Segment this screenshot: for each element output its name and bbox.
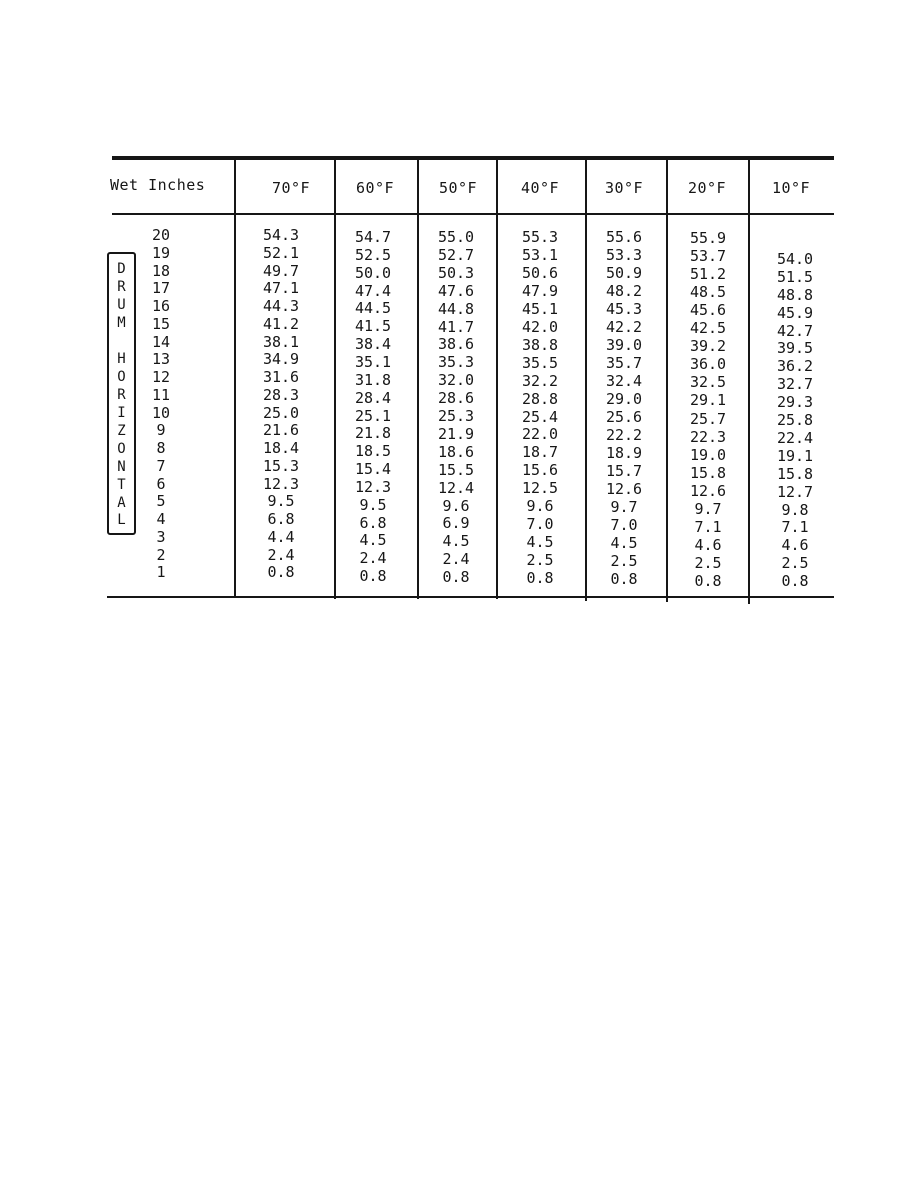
- table-cell: 21.6: [262, 421, 300, 440]
- table-cell: 2.5: [610, 552, 638, 570]
- table-cell: 42.2: [605, 318, 643, 336]
- table-cell: 47.4: [354, 281, 392, 300]
- table-cell: 35.1: [354, 352, 392, 371]
- wet-inches-cell: 16: [151, 297, 171, 315]
- table-cell: 48.8: [776, 285, 814, 304]
- table-cell: 4.6: [781, 536, 809, 555]
- table-cell: 0.8: [359, 567, 387, 586]
- column-divider: [585, 159, 587, 601]
- table-cell: 21.9: [437, 424, 475, 443]
- table-cell: 42.7: [776, 321, 814, 340]
- column-divider: [334, 159, 336, 599]
- wet-inches-cell: 5: [156, 492, 166, 511]
- table-cell: 53.3: [605, 246, 643, 264]
- side-label-letter: R: [117, 387, 126, 403]
- side-label-letter: R: [117, 279, 126, 295]
- table-cell: 22.3: [689, 427, 727, 446]
- table-cell: 12.6: [689, 481, 727, 500]
- table-cell: 29.3: [776, 393, 814, 412]
- table-cell: 50.6: [521, 263, 559, 282]
- table-cell: 18.7: [521, 443, 559, 462]
- wet-inches-cell: 12: [151, 368, 171, 386]
- wet-inches-cell: 15: [151, 314, 171, 333]
- table-cell: 4.4: [267, 527, 295, 546]
- table-cell: 22.0: [521, 425, 559, 444]
- table-cell: 9.8: [781, 500, 809, 519]
- table-cell: 38.4: [354, 335, 392, 354]
- table-cell: 53.7: [689, 247, 727, 266]
- side-label-letter: I: [117, 405, 126, 421]
- side-label-letter: D: [117, 261, 126, 277]
- table-cell: 55.9: [689, 229, 727, 247]
- table-cell: 0.8: [781, 572, 809, 591]
- table-cell: 39.0: [605, 336, 643, 354]
- table-cell: 31.8: [354, 370, 392, 389]
- side-label-letter: T: [117, 477, 126, 493]
- table-cell: 0.8: [442, 568, 470, 587]
- table-cell: 35.7: [605, 354, 643, 372]
- table-cell: 15.8: [689, 463, 727, 482]
- side-label-letter: H: [117, 351, 126, 367]
- table-cell: 38.8: [521, 335, 559, 354]
- table-cell: 18.9: [605, 444, 643, 462]
- table-top-rule: [112, 156, 834, 160]
- table-cell: 52.7: [437, 245, 475, 264]
- wet-inches-cell: 3: [156, 527, 166, 546]
- table-cell: 2.4: [359, 549, 387, 568]
- table-cell: 45.3: [605, 300, 643, 318]
- table-cell: 41.7: [437, 317, 475, 336]
- table-cell: 15.8: [776, 464, 814, 483]
- wet-inches-cell: 10: [151, 403, 171, 422]
- table-cell: 55.0: [437, 228, 475, 246]
- table-cell: 0.8: [694, 571, 722, 590]
- table-cell: 0.8: [267, 563, 295, 582]
- table-cell: 2.5: [526, 551, 554, 570]
- table-cell: 39.5: [776, 339, 814, 358]
- header-temp-70: 70°F: [271, 179, 311, 197]
- column-divider: [748, 159, 750, 604]
- table-cell: 53.1: [521, 245, 559, 264]
- table-cell: 50.0: [354, 263, 392, 282]
- table-cell: 50.9: [605, 264, 643, 282]
- table-cell: 15.7: [605, 462, 643, 480]
- table-cell: 6.8: [359, 513, 387, 532]
- table-cell: 35.3: [437, 353, 475, 372]
- wet-inches-cell: 1: [156, 563, 166, 582]
- table-cell: 18.6: [437, 442, 475, 461]
- header-temp-40: 40°F: [520, 179, 560, 197]
- table-cell: 32.2: [521, 371, 559, 390]
- table-cell: 6.8: [267, 510, 295, 528]
- table-cell: 38.1: [262, 332, 300, 351]
- table-cell: 12.4: [437, 478, 475, 497]
- table-cell: 18.4: [262, 439, 300, 457]
- table-cell: 51.2: [689, 265, 727, 284]
- table-cell: 4.6: [694, 535, 722, 554]
- wet-inches-cell: 14: [151, 332, 171, 351]
- table-cell: 15.5: [437, 460, 475, 479]
- header-temp-50: 50°F: [438, 179, 478, 197]
- side-label-letter: Z: [117, 423, 126, 439]
- table-cell: 47.6: [437, 281, 475, 300]
- table-cell: 2.4: [442, 550, 470, 569]
- table-cell: 2.5: [781, 554, 809, 573]
- table-cell: 50.3: [437, 263, 475, 282]
- table-cell: 9.7: [610, 498, 638, 516]
- table-cell: 32.0: [437, 371, 475, 390]
- table-cell: 38.6: [437, 335, 475, 354]
- table-cell: 19.0: [689, 445, 727, 464]
- table-cell: 12.3: [262, 474, 300, 493]
- table-cell: 0.8: [610, 570, 638, 588]
- table-cell: 25.1: [354, 406, 392, 425]
- table-cell: 7.1: [694, 517, 722, 536]
- table-cell: 36.2: [776, 357, 814, 376]
- table-cell: 32.4: [605, 372, 643, 390]
- table-cell: 0.8: [526, 569, 554, 588]
- table-cell: 25.4: [521, 407, 559, 426]
- wet-inches-cell: 18: [151, 261, 171, 280]
- table-cell: 54.3: [262, 226, 300, 244]
- table-cell: 34.9: [262, 350, 300, 369]
- table-cell: 51.5: [776, 267, 814, 286]
- header-wet-inches: Wet Inches: [110, 176, 206, 194]
- table-cell: 7.0: [526, 515, 554, 534]
- table-cell: 19.1: [776, 446, 814, 465]
- table-cell: 36.0: [689, 355, 727, 374]
- table-cell: 44.8: [437, 299, 475, 318]
- table-cell: 55.6: [605, 228, 643, 246]
- table-cell: 2.5: [694, 553, 722, 572]
- table-cell: 25.8: [776, 411, 814, 429]
- table-cell: 52.5: [354, 245, 392, 264]
- wet-inches-cell: 8: [156, 439, 166, 457]
- table-cell: 15.4: [354, 460, 392, 479]
- table-cell: 6.9: [442, 514, 470, 533]
- header-temp-30: 30°F: [604, 179, 644, 197]
- table-cell: 47.1: [262, 279, 300, 298]
- table-cell: 47.9: [521, 281, 559, 300]
- table-cell: 28.3: [262, 385, 300, 404]
- table-cell: 54.0: [776, 249, 814, 268]
- wet-inches-cell: 4: [156, 510, 166, 528]
- wet-inches-cell: 6: [156, 474, 166, 493]
- table-cell: 9.6: [442, 496, 470, 515]
- table-cell: 48.2: [605, 282, 643, 300]
- header-temp-60: 60°F: [355, 179, 395, 197]
- table-cell: 32.7: [776, 375, 814, 394]
- table-cell: 22.2: [605, 426, 643, 444]
- side-label-letter: A: [117, 495, 126, 511]
- table-cell: 22.4: [776, 428, 814, 447]
- table-cell: 25.0: [262, 403, 300, 422]
- table-cell: 44.3: [262, 297, 300, 315]
- table-cell: 21.8: [354, 424, 392, 443]
- wet-inches-cell: 13: [151, 350, 171, 369]
- column-divider: [234, 159, 236, 598]
- side-label-letter: M: [117, 315, 126, 331]
- table-cell: 55.3: [521, 228, 559, 246]
- side-label-letter: O: [117, 441, 126, 457]
- table-cell: 4.5: [610, 534, 638, 552]
- header-temp-20: 20°F: [687, 179, 727, 197]
- table-cell: 54.7: [354, 228, 392, 246]
- table-cell: 41.5: [354, 317, 392, 336]
- table-cell: 25.3: [437, 407, 475, 425]
- table-cell: 45.6: [689, 301, 727, 320]
- table-cell: 12.6: [605, 480, 643, 498]
- table-cell: 39.2: [689, 337, 727, 356]
- wet-inches-cell: 9: [156, 421, 166, 440]
- table-cell: 15.3: [262, 456, 300, 475]
- wet-inches-cell: 7: [156, 456, 166, 475]
- table-cell: 28.4: [354, 388, 392, 407]
- table-cell: 2.4: [267, 545, 295, 564]
- side-label-letter: U: [117, 297, 126, 313]
- wet-inches-cell: 19: [151, 243, 171, 262]
- table-cell: 28.6: [437, 389, 475, 408]
- table-cell: 35.5: [521, 353, 559, 372]
- table-cell: 7.1: [781, 518, 809, 537]
- table-cell: 45.9: [776, 303, 814, 322]
- side-label-letter: N: [117, 459, 126, 475]
- table-cell: 52.1: [262, 243, 300, 262]
- table-cell: 18.5: [354, 442, 392, 461]
- table-cell: 9.5: [267, 492, 295, 511]
- table-cell: 32.5: [689, 373, 727, 392]
- table-cell: 41.2: [262, 314, 300, 333]
- wet-inches-cell: 17: [151, 279, 171, 298]
- wet-inches-cell: 11: [151, 385, 171, 404]
- table-cell: 49.7: [262, 261, 300, 280]
- table-cell: 29.1: [689, 391, 727, 410]
- table-bottom-rule: [107, 596, 834, 598]
- table-cell: 48.5: [689, 283, 727, 302]
- table-cell: 9.7: [694, 499, 722, 518]
- wet-inches-cell: 20: [151, 226, 171, 244]
- table-cell: 12.7: [776, 482, 814, 501]
- table-cell: 4.5: [359, 531, 387, 550]
- column-divider: [417, 159, 419, 599]
- table-cell: 45.1: [521, 299, 559, 318]
- header-bottom-rule: [112, 213, 834, 215]
- table-cell: 25.6: [605, 408, 643, 426]
- table-cell: 44.5: [354, 299, 392, 318]
- wet-inches-cell: 2: [156, 545, 166, 564]
- side-label-letter: O: [117, 369, 126, 385]
- table-cell: 7.0: [610, 516, 638, 534]
- table-cell: 31.6: [262, 368, 300, 386]
- table-cell: 9.5: [359, 495, 387, 514]
- table-cell: 4.5: [442, 532, 470, 551]
- table-cell: 42.0: [521, 317, 559, 336]
- table-cell: 9.6: [526, 497, 554, 516]
- header-temp-10: 10°F: [771, 179, 811, 197]
- side-label-letter: L: [117, 512, 126, 528]
- table-cell: 4.5: [526, 533, 554, 552]
- table-cell: 42.5: [689, 319, 727, 338]
- table-cell: 25.7: [689, 409, 727, 428]
- table-cell: 12.3: [354, 477, 392, 496]
- table-cell: 29.0: [605, 390, 643, 408]
- column-divider: [666, 159, 668, 602]
- column-divider: [496, 159, 498, 599]
- table-cell: 15.6: [521, 461, 559, 480]
- table-cell: 28.8: [521, 389, 559, 408]
- table-cell: 12.5: [521, 479, 559, 498]
